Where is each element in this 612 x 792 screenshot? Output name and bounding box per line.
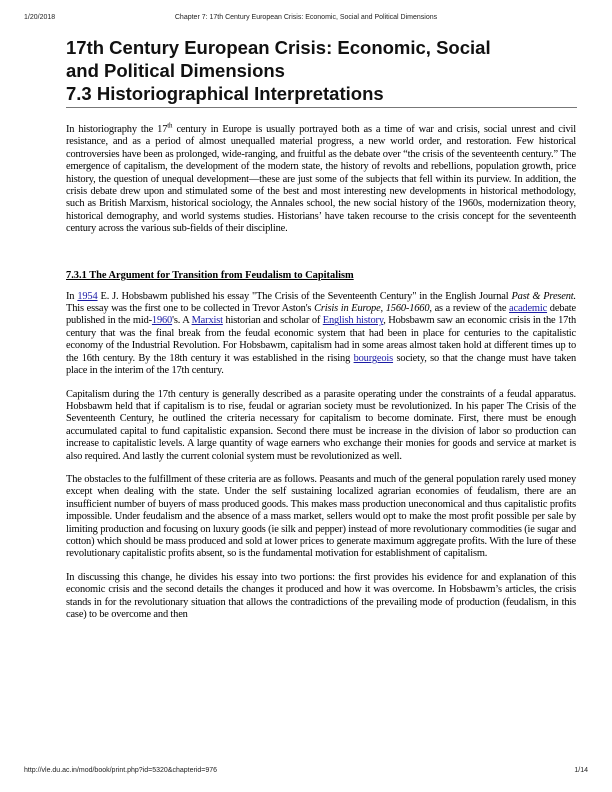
p1-text: society, so that the change must have taken place in the interim of the 17th century. xyxy=(66,352,576,377)
p1-text: , as a review of the xyxy=(429,303,510,315)
intro-superscript: th xyxy=(167,121,173,130)
title-line-1: 17th Century European Crisis: Economic, Social xyxy=(66,37,491,58)
page-content xyxy=(66,36,576,621)
paragraph-hobsbawm-essay xyxy=(66,291,576,378)
section-heading: 7.3.1 The Argument for Transition from Feudalism to Capitalism xyxy=(66,269,354,281)
paragraph-essay-structure: In discussing this change, he divides his essay into two portions: the first provides his evidence for and explanation of this economic crisis and the second details the changes it produced and how it was overcome. In Hobsbawm’s articles, the crisis stands in for the revolutionary situation that allows the contradictions of the prevailing mode of production (feudalism, in this case) to be overcome and then xyxy=(66,571,576,620)
title-line-3: 7.3 Historiographical Interpretations xyxy=(66,83,384,104)
link-1960[interactable]: 1960 xyxy=(151,315,173,327)
print-footer xyxy=(24,767,588,777)
p1-text: This essay was the first one to be collected in Trevor Aston's xyxy=(66,303,315,315)
p1-text: 's. A xyxy=(172,315,192,327)
intro-paragraph xyxy=(66,121,576,236)
title-line-2: and Political Dimensions xyxy=(66,60,285,81)
link-academic[interactable]: academic xyxy=(509,303,548,315)
intro-text-start: In historiography the 17 xyxy=(66,124,168,135)
book-title: Crisis in Europe, 1560-1660 xyxy=(314,303,430,315)
p1-text: debate published in the mid- xyxy=(66,303,577,327)
p1-text: E. J. Hobsbawm published his essay "The Crisis of the Seventeenth Century" in the English Journal xyxy=(97,290,512,302)
link-marxist[interactable]: Marxist xyxy=(191,315,223,327)
p1-text: In xyxy=(66,290,78,302)
p1-text: , Hobsbawm saw an economic crisis in the 17th century that was the final break from the feudal economic system that had been in place for centuries to the capitalistic economy of the Industrial Revolution. For Hobsbawm, capitalism had in some areas almost taken hold at different times up to the 16th century. By the 18th century it was established in the rising xyxy=(66,315,576,364)
intro-text-rest: century in Europe is usually portrayed both as a time of war and crisis, social unrest and civil resistance, and as a period of almost unequalled material progress, a new world order, and restoration. Few historical controversies have been as prolonged, wide-ranging, and fruitful as the debate over “the crisis of the seventeenth century.” The emergence of capitalism, the development of the modern state, the history of revolts and rebellions, population growth, price history, the question of unequal development—these are just some of the subjects that fell within its purview. In addition, the crisis debate drew upon and stimulated some of the best and most interesting new developments in historical methodology, such as British Marxism, historical sociology, the Annales school, the new social history of the 1960s, modernization theory, historical demography, and world systems studies. Historians’ have taken recourse to the crisis concept for the seventeenth century across the various sub-fields of their discipline. xyxy=(66,124,576,235)
print-doc-title: Chapter 7: 17th Century European Crisis: Economic, Social and Political Dimensions xyxy=(174,14,438,21)
print-header xyxy=(24,14,588,24)
p1-text: historian and scholar of xyxy=(222,315,323,327)
link-english-history[interactable]: English history xyxy=(322,315,384,327)
paragraph-capitalism-criteria: Capitalism during the 17th century is generally described as a parasite operating under the constraints of a feudal apparatus. Hobsbawm held that if capitalism is to rise, feudal or agrarian society must be revolutionized. In his paper The Crisis of the Seventeenth Century, he outlined the criteria necessary for capitalism to become dominate. First, there must be enough accumulated capital to fund capitalistic expansion. Second there must be increase in the division of labor so production can increase to capitalistic levels. A large quantity of wage earners who exchange their monies for goods and service at market is also required. And lastly the current colonial system must be revolutionized as well. xyxy=(66,388,576,462)
page-title xyxy=(66,36,576,105)
journal-name: Past & Present. xyxy=(511,290,576,302)
print-date: 1/20/2018 xyxy=(24,14,56,21)
link-bourgeois[interactable]: bourgeois xyxy=(353,352,394,364)
link-1954[interactable]: 1954 xyxy=(77,290,98,302)
title-divider xyxy=(66,107,577,108)
paragraph-obstacles: The obstacles to the fulfillment of these criteria are as follows. Peasants and much of the general population rarely used money except when dealing with the state. Under the self sustaining localized agrarian economies of feudalism, there are an insufficient number of buyers of mass produced goods. This makes mass production uneconomical and thus capitalistic profits impossible. Under feudalism and the absence of a mass market, sellers would opt to make the most profit possible per sale by limiting production and focusing on luxury goods (ie silk and pepper) instead of more revolutionary commodities (ie sugar and cotton) which should be mass produced and sold at lower prices to generate maximum aggregate profits. With the lure of these revolutionary capitalistic profits absent, so is the fundamental motivation for establishment of capitalism. xyxy=(66,473,576,560)
page-number: 1/14 xyxy=(574,767,588,774)
print-url: http://vle.du.ac.in/mod/book/print.php?id=5320&chapterid=976 xyxy=(24,767,218,774)
